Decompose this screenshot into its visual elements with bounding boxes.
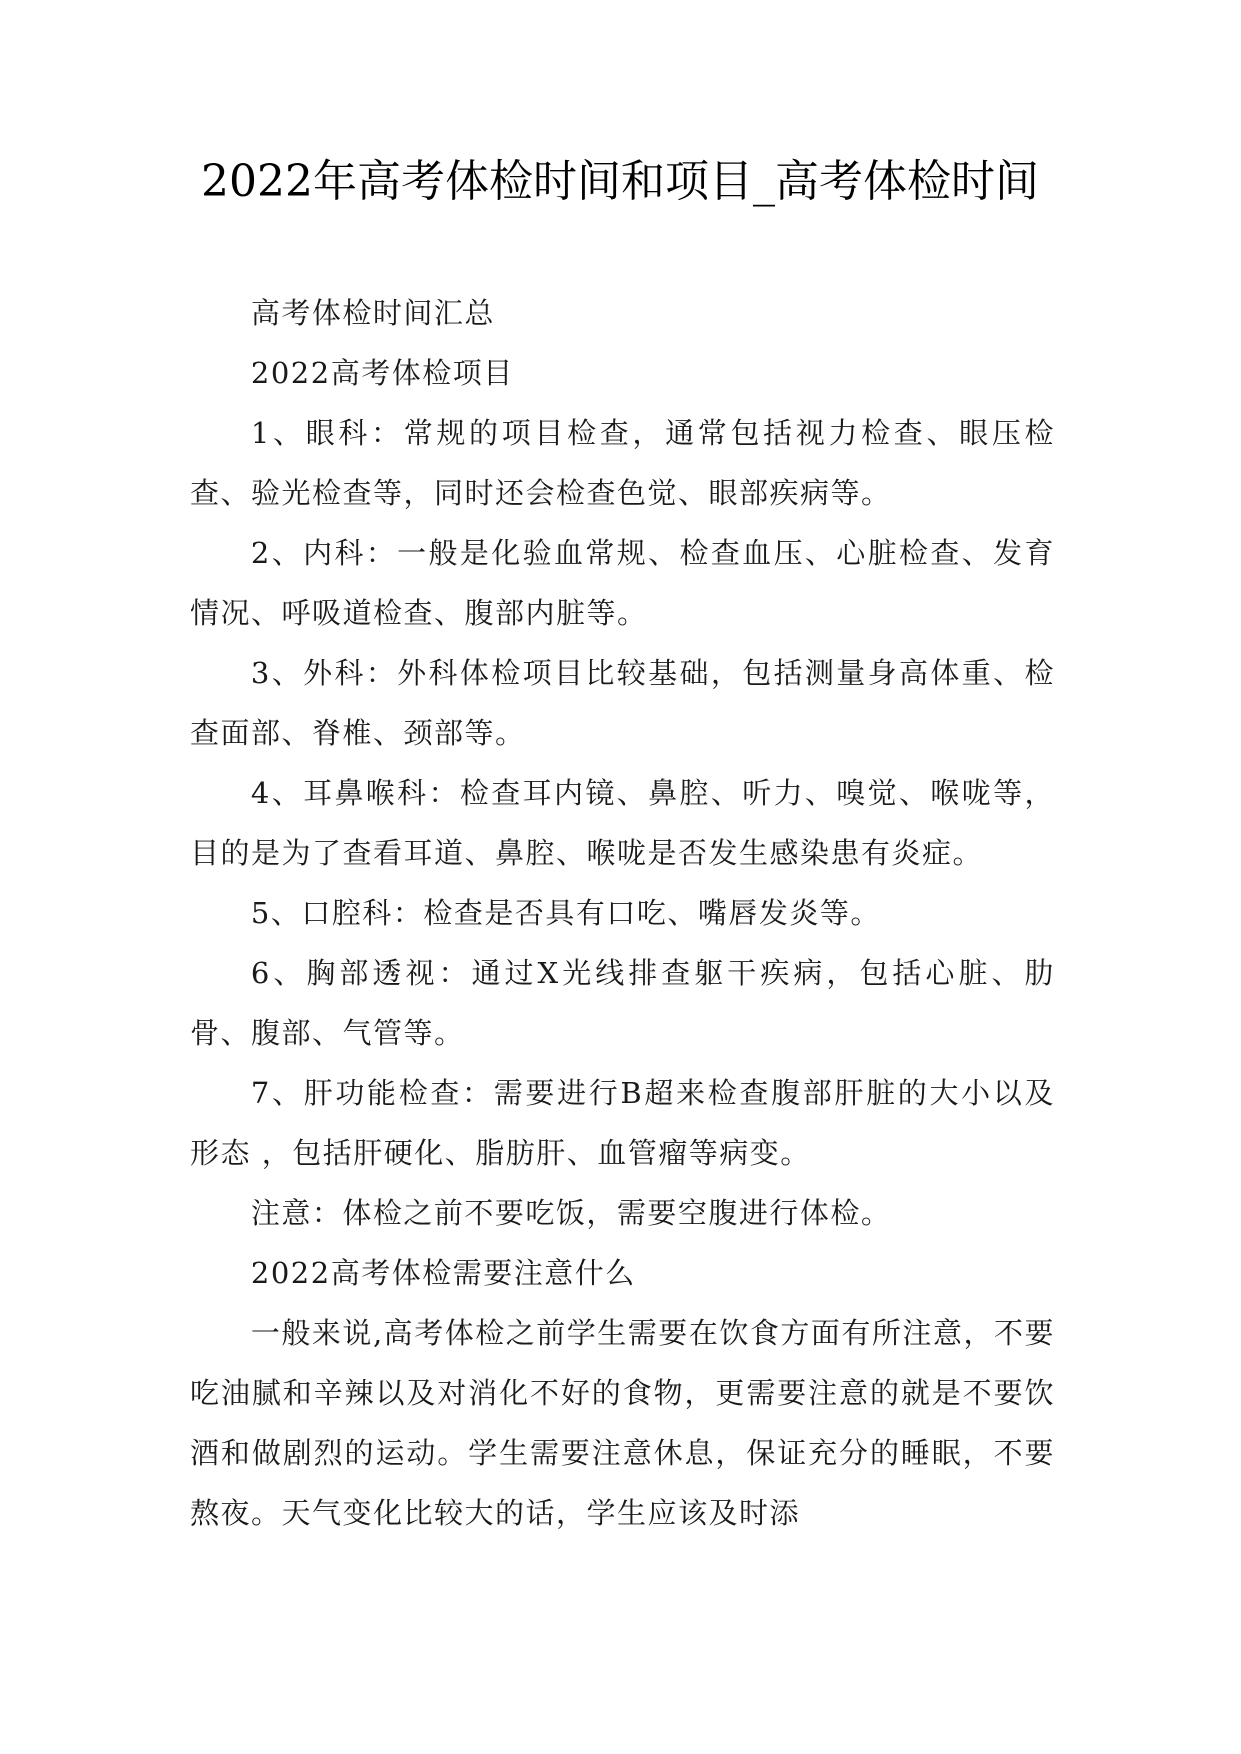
paragraph-stomatology: 5、口腔科：检查是否具有口吃、嘴唇发炎等。 bbox=[250, 896, 881, 930]
document-body bbox=[190, 283, 1055, 1543]
paragraph-heading-precautions: 2022高考体检需要注意什么 bbox=[250, 1256, 636, 1290]
paragraph-heading-items: 2022高考体检项目 bbox=[250, 356, 514, 390]
paragraph-ent: 4、耳鼻喉科：检查耳内镜、鼻腔、听力、嗅觉、喉咙等，目的是为了查看耳道、鼻腔、喉咙是否发生感染患有炎症。 bbox=[190, 776, 1055, 870]
paragraph-surgery: 3、外科：外科体检项目比较基础，包括测量身高体重、检查面部、脊椎、颈部等。 bbox=[190, 656, 1055, 750]
paragraph-ophthalmology: 1、眼科：常规的项目检查，通常包括视力检查、眼压检查、验光检查等，同时还会检查色觉、眼部疾病等。 bbox=[190, 416, 1055, 510]
document-title: 2022年高考体检时间和项目_高考体检时间 bbox=[201, 156, 1039, 207]
paragraph-notice: 注意：体检之前不要吃饭，需要空腹进行体检。 bbox=[250, 1196, 892, 1230]
paragraph-internal-medicine: 2、内科：一般是化验血常规、检查血压、心脏检查、发育情况、呼吸道检查、腹部内脏等。 bbox=[190, 536, 1055, 630]
paragraph-chest-xray: 6、胸部透视：通过X光线排查躯干疾病，包括心脏、肋骨、腹部、气管等。 bbox=[190, 956, 1055, 1050]
paragraph-precautions-body: 一般来说,高考体检之前学生需要在饮食方面有所注意，不要吃油腻和辛辣以及对消化不好的食物，更需要注意的就是不要饮酒和做剧烈的运动。学生需要注意休息，保证充分的睡眠，不要熬夜。天气变化比较大的话，学生应该及时添 bbox=[190, 1316, 1055, 1530]
paragraph-heading-summary: 高考体检时间汇总 bbox=[250, 296, 495, 330]
paragraph-liver-function: 7、肝功能检查：需要进行B超来检查腹部肝脏的大小以及形态 ，包括肝硬化、脂肪肝、血管瘤等病变。 bbox=[190, 1076, 1055, 1170]
